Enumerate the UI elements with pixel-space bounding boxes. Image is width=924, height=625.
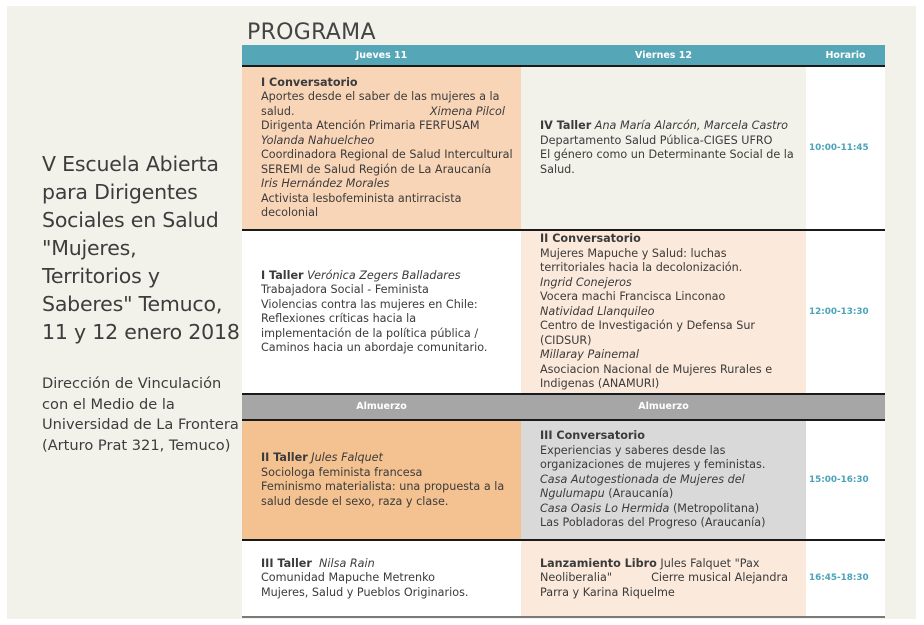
session-cell-friday (521, 66, 806, 230)
schedule-table (242, 45, 885, 618)
speaker-role: Centro de Investigación y Defensa Sur (CIDSUR) (540, 319, 756, 347)
table-row (242, 540, 885, 617)
session-title: I Taller (261, 268, 304, 282)
speaker-role: Asociacion Nacional de Mujeres Rurales e Indigenas (ANAMURI) (540, 362, 773, 391)
column-header-friday: Viernes 12 (521, 45, 806, 66)
speaker-name: Ximena Pilcol (429, 104, 505, 118)
session-cell-thursday (242, 420, 521, 540)
table-row (242, 230, 885, 394)
session-topic: Feminismo materialista: una propuesta a la salud desde el sexo, raza y clase. (261, 480, 505, 508)
event-venue: Dirección de Vinculación con el Medio de la Universidad de La Frontera (Arturo Prat 321, Temuco) (42, 375, 239, 454)
speaker-role: Vocera machi Francisca Linconao (540, 290, 726, 304)
lunch-friday: Almuerzo (521, 394, 806, 420)
program-heading: PROGRAMA (247, 20, 376, 45)
header-row (242, 45, 885, 66)
speaker-name: Yolanda Nahuelcheo (261, 133, 375, 147)
speaker-affiliation: Trabajadora Social - Feminista (261, 283, 429, 296)
org-region: (Araucanía) (604, 487, 674, 501)
session-topic: Mujeres Mapuche y Salud: luchas territoriales hacia la decolonización. (540, 246, 743, 275)
time-slot: 15:00-16:30 (806, 420, 885, 540)
session-cell-thursday (242, 230, 521, 394)
speaker-affiliation: Departamento Salud Pública-CIGES UFRO (540, 133, 773, 147)
event-title: V Escuela Abierta para Dirigentes Sociales en Salud "Mujeres, Territorios y Saberes" Temuco, 11 y 12 enero 2018 (42, 152, 240, 344)
speaker-role: Activista lesbofeminista antirracista decolonial (261, 191, 462, 219)
org-region: (Metropolitana) (669, 501, 760, 515)
session-title: Lanzamiento Libro (540, 556, 657, 570)
speaker-name: Ana María Alarcón, Marcela Castro (594, 119, 788, 132)
speaker-name: Verónica Zegers Balladares (307, 268, 461, 282)
speaker-name: Jules Falquet (311, 451, 383, 464)
session-title: II Taller (261, 451, 308, 464)
session-topic: El género como un Determinante Social de la Salud. (540, 148, 794, 176)
org-name: Casa Oasis Lo Hermida (540, 501, 670, 515)
session-description: Jules Falquet "Pax Neoliberalia" Cierre musical Alejandra Parra y Karina Riquelme (540, 556, 792, 599)
session-title: I Conversatorio (261, 75, 358, 89)
session-topic (261, 90, 521, 119)
session-title: III Taller (261, 556, 312, 570)
session-cell-friday (521, 420, 806, 540)
session-cell-thursday (242, 66, 521, 230)
session-topic: Violencias contra las mujeres en Chile: Reflexiones críticas hacia la implementación de la política pública / Caminos hacia un abordaje comunitario. (261, 297, 488, 354)
session-title: IV Taller (540, 119, 592, 132)
column-header-time: Horario (806, 45, 885, 66)
session-cell-thursday (242, 540, 521, 617)
speaker-role: Dirigenta Atención Primaria FERFUSAM (261, 119, 480, 132)
org-name: Casa Autogestionada de Mujeres del Ngulumapu (540, 472, 745, 501)
topic-text: Aportes desde el saber de las mujeres a la salud. (261, 90, 500, 118)
session-title: III Conversatorio (540, 429, 645, 443)
speaker-name: Natividad Llanquileo (540, 304, 655, 318)
session-cell-friday (521, 540, 806, 617)
speaker-name: Nilsa Rain (319, 556, 375, 570)
speaker-affiliation: Sociologa feminista francesa (261, 465, 423, 479)
speaker-name: Iris Hernández Morales (261, 177, 390, 190)
session-cell-friday (521, 230, 806, 394)
org-line: Las Pobladoras del Progreso (Araucanía) (540, 516, 766, 530)
session-topic: Mujeres, Salud y Pueblos Originarios. (261, 585, 469, 599)
speaker-name: Millaray Painemal (540, 348, 640, 362)
lunch-row (242, 394, 885, 420)
speaker-affiliation: Comunidad Mapuche Metrenko (261, 571, 436, 585)
speaker-role: Coordinadora Regional de Salud Intercultural SEREMI de Salud Región de La Araucanía (261, 148, 513, 176)
lunch-thursday: Almuerzo (242, 394, 521, 420)
table-row (242, 420, 885, 540)
time-slot: 12:00-13:30 (806, 230, 885, 394)
time-slot: 10:00-11:45 (806, 66, 885, 230)
session-topic: Experiencias y saberes desde las organizaciones de mujeres y feministas. (540, 443, 766, 472)
table-row (242, 66, 885, 230)
time-slot: 16:45-18:30 (806, 540, 885, 617)
column-header-thursday: Jueves 11 (242, 45, 521, 66)
lunch-time-empty (806, 394, 885, 420)
session-title: II Conversatorio (540, 232, 641, 246)
speaker-name: Ingrid Conejeros (540, 275, 632, 289)
